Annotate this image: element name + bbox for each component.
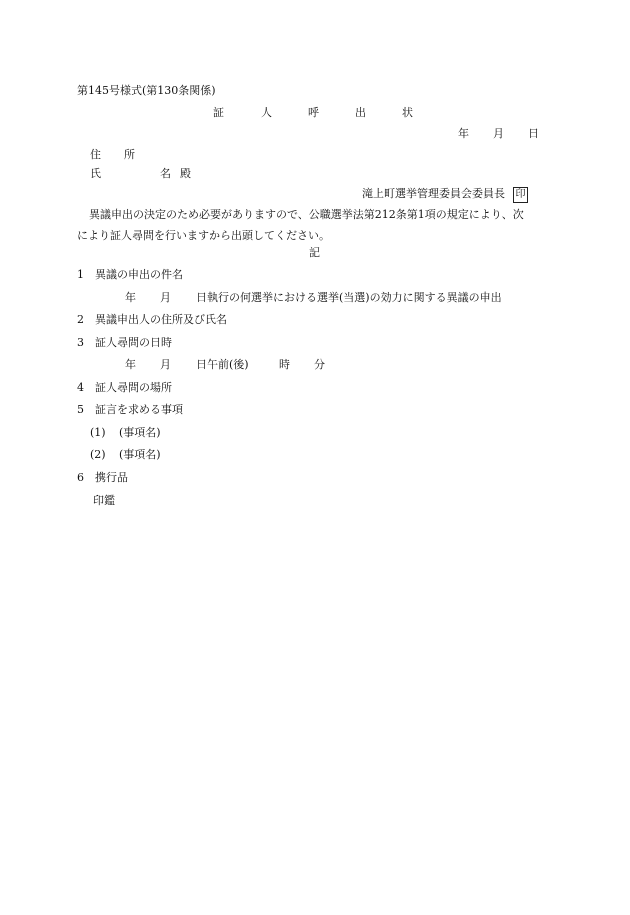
address-label-1: 住 bbox=[90, 148, 101, 161]
name-label-1: 氏 bbox=[90, 167, 101, 180]
item-4-label: 証人尋問の場所 bbox=[95, 381, 172, 394]
item-6-label: 携行品 bbox=[95, 471, 128, 484]
title-char: 証 bbox=[213, 106, 224, 119]
item-3-year: 年 bbox=[125, 358, 136, 371]
title-char: 人 bbox=[261, 106, 272, 119]
item-5-sub-1-num: (1) bbox=[90, 426, 106, 439]
issuer-line bbox=[362, 187, 528, 203]
body-line-1: 異議申出の決定のため必要がありますので、公職選挙法第212条第1項の規定により、次 bbox=[89, 208, 524, 221]
item-3-day: 日午前(後) bbox=[196, 358, 249, 371]
honorific: 殿 bbox=[180, 167, 191, 180]
item-1-month: 月 bbox=[160, 291, 171, 304]
body-line-2: により証人尋問を行いますから出頭してください。 bbox=[77, 229, 330, 242]
item-4-num: 4 bbox=[77, 381, 84, 394]
item-3-num: 3 bbox=[77, 336, 84, 349]
seal-box: 印 bbox=[513, 187, 528, 203]
item-5-label: 証言を求める事項 bbox=[95, 403, 183, 416]
ki-heading: 記 bbox=[309, 246, 320, 259]
item-1-label: 異議の申出の件名 bbox=[95, 268, 183, 281]
name-label-2: 名 bbox=[160, 167, 171, 180]
item-3-minute: 分 bbox=[314, 358, 325, 371]
item-5-sub-1-label: (事項名) bbox=[119, 426, 161, 439]
item-6-detail: 印鑑 bbox=[93, 494, 115, 507]
item-6-num: 6 bbox=[77, 471, 84, 484]
item-5-sub-2-num: (2) bbox=[90, 448, 106, 461]
item-2-num: 2 bbox=[77, 313, 84, 326]
item-3-label: 証人尋問の日時 bbox=[95, 336, 172, 349]
title-char: 呼 bbox=[308, 106, 319, 119]
item-1-detail: 日執行の何選挙における選挙(当選)の効力に関する異議の申出 bbox=[196, 291, 502, 304]
form-number: 第145号様式(第130条関係) bbox=[77, 84, 216, 97]
item-5-sub-2-label: (事項名) bbox=[119, 448, 161, 461]
item-3-hour: 時 bbox=[279, 358, 290, 371]
address-label-2: 所 bbox=[124, 148, 135, 161]
item-1-num: 1 bbox=[77, 268, 84, 281]
date-year: 年 bbox=[458, 127, 469, 140]
title-char: 出 bbox=[355, 106, 366, 119]
date-day: 日 bbox=[528, 127, 539, 140]
issuer-title: 滝上町選挙管理委員会委員長 bbox=[362, 187, 505, 200]
item-1-year: 年 bbox=[125, 291, 136, 304]
item-3-month: 月 bbox=[160, 358, 171, 371]
date-month: 月 bbox=[493, 127, 504, 140]
item-2-label: 異議申出人の住所及び氏名 bbox=[95, 313, 227, 326]
item-5-num: 5 bbox=[77, 403, 84, 416]
title-char: 状 bbox=[402, 106, 413, 119]
